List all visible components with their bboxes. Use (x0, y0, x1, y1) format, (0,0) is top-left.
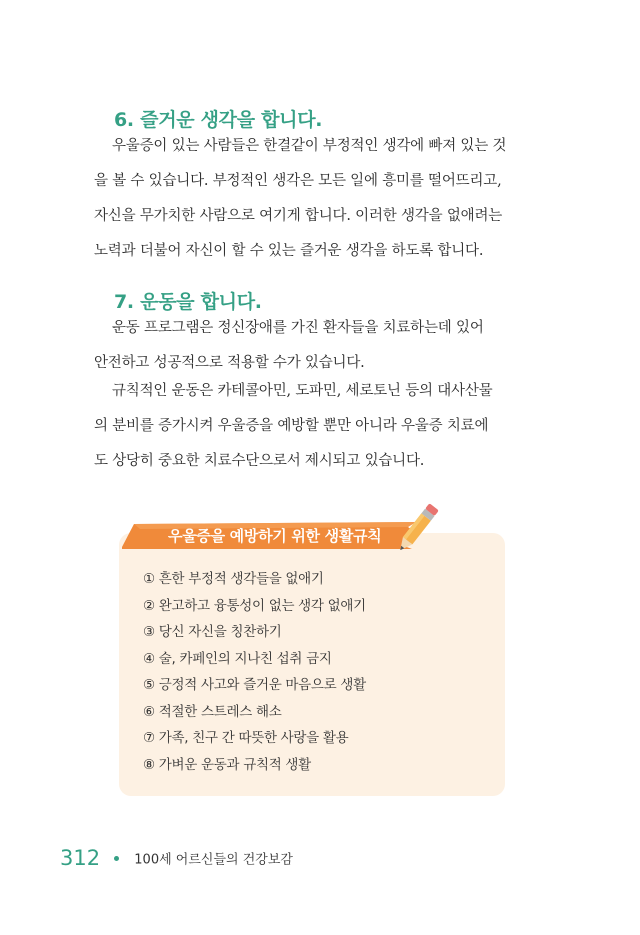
page-number: 312 (60, 846, 101, 870)
rules-banner (120, 521, 420, 550)
page-footer (60, 846, 293, 876)
section-6-paragraph (94, 129, 540, 269)
rules-list (143, 569, 366, 781)
text-line: 의 분비를 증가시켜 우울증을 예방할 뿐만 아니라 우울증 치료에 (94, 418, 489, 434)
list-item: ⑥ 적절한 스트레스 해소 (143, 703, 282, 720)
text-line: 안전하고 성공적으로 적용할 수가 있습니다. (94, 355, 365, 371)
list-item: ⑦ 가족, 친구 간 따뜻한 사랑을 활용 (143, 730, 349, 746)
list-item: ① 흔한 부정적 생각들을 없애기 (143, 571, 324, 587)
section-6-heading: 6. 즐거운 생각을 합니다. (114, 109, 323, 131)
list-item: ③ 당신 자신을 칭찬하기 (143, 624, 282, 640)
list-item: ⑤ 긍정적 사고와 즐거운 마음으로 생활 (143, 677, 366, 693)
section-7-paragraph-1 (94, 311, 540, 381)
list-item: ② 완고하고 융통성이 없는 생각 없애기 (143, 597, 366, 614)
section-7-heading: 7. 운동을 합니다. (114, 291, 262, 313)
pencil-icon (394, 498, 450, 550)
text-line: 자신을 무가치한 사람으로 여기게 합니다. 이러한 생각을 없애려는 (94, 208, 503, 224)
text-line: 도 상당히 중요한 치료수단으로서 제시되고 있습니다. (94, 453, 425, 469)
list-item: ④ 술, 카페인의 지나친 섭취 금지 (143, 650, 332, 667)
bullet-dot (114, 856, 119, 861)
list-item: ⑧ 가벼운 운동과 규칙적 생활 (143, 756, 311, 773)
text-line: 운동 프로그램은 정신장애를 가진 환자들을 치료하는데 있어 (112, 320, 484, 336)
book-title: 100세 어르신들의 건강보감 (134, 852, 293, 868)
text-line: 을 볼 수 있습니다. 부정적인 생각은 모든 일에 흥미를 떨어뜨리고, (94, 173, 502, 189)
section-7-paragraph-2 (94, 374, 540, 479)
text-line: 우울증이 있는 사람들은 한결같이 부정적인 생각에 빠져 있는 것 (112, 138, 507, 154)
text-line: 노력과 더불어 자신이 할 수 있는 즐거운 생각을 하도록 합니다. (94, 243, 484, 259)
rules-title: 우울증을 예방하기 위한 생활규칙 (168, 527, 382, 545)
text-line: 규칙적인 운동은 카테콜아민, 도파민, 세로토닌 등의 대사산물 (112, 383, 493, 399)
